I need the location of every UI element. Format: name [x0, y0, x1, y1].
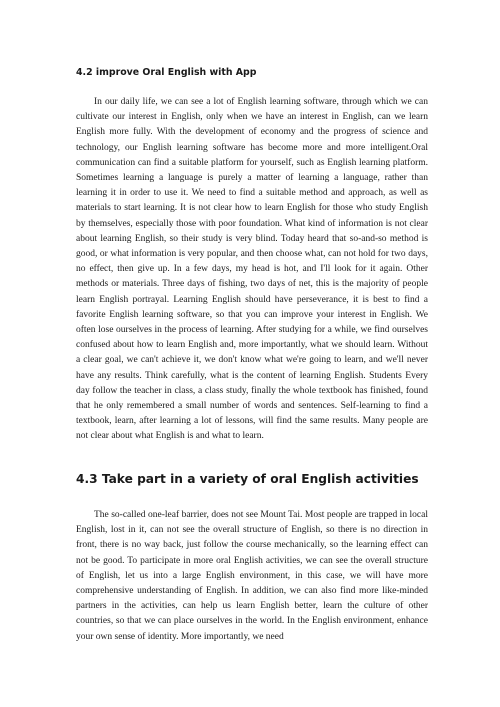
- section-paragraph-4-3: The so-called one-leaf barrier, does not see Mount Tai. Most people are trapped in local English, lost in it, can not see the overall structure of English, so there is no direction in front, there is no way back, just follow the course mechanically, so the learning effect can not be good. To participate in more oral English activities, we can see the overall structure of English, let us into a large English environment, in this case, we will have more comprehensive understanding of English. In addition, we can also find more like-minded partners in the activities, can help us learn English better, learn the culture of other countries, so that we can place ourselves in the world. In the English environment, enhance your own sense of identity. More importantly, we need: [76, 510, 428, 642]
- section-heading-4-3: 4.3 Take part in a variety of oral English activities: [76, 472, 419, 486]
- section-heading-4-2: 4.2 improve Oral English with App: [76, 67, 257, 78]
- section-paragraph-4-2: In our daily life, we can see a lot of English learning software, through which we can cultivate our interest in English, only when we have an interest in English, can we learn English more fully. With the development of economy and the progress of science and technology, our English learning software has become more and more intelligent.Oral communication can find a suitable platform for yourself, such as English learning platform. Sometimes learning a language is purely a matter of learning a language, rather than learning it in order to use it. We need to find a suitable method and approach, as well as materials to start learning. It is not clear how to learn English for those who study English by themselves, especially those with poor foundation. What kind of information is not clear about learning English, so their study is very blind. Today heard that so-and-so method is good, or what information is very popular, and then choose what, can not hold for two days, no effect, then give up. In a few days, my head is hot, and I'll look for it again. Other methods or materials. Three days of fishing, two days of net, this is the majority of people learn English portrayal. Learning English should have perseverance, it is best to find a favorite English learning software, so that you can improve your interest in English. We often lose ourselves in the process of learning. After studying for a while, we find ourselves confused about how to learn English and, more importantly, what we should learn. Without a clear goal, we can't achieve it, we don't know what we're going to learn, and we'll never have any results. Think carefully, what is the content of learning English. Students Every day follow the teacher in class, a class study, finally the whole textbook has finished, found that he only remembered a small number of words and sentences. Self-learning to find a textbook, learn, after learning a lot of lessons, will find the same results. Many people are not clear about what English is and what to learn.: [76, 97, 428, 442]
